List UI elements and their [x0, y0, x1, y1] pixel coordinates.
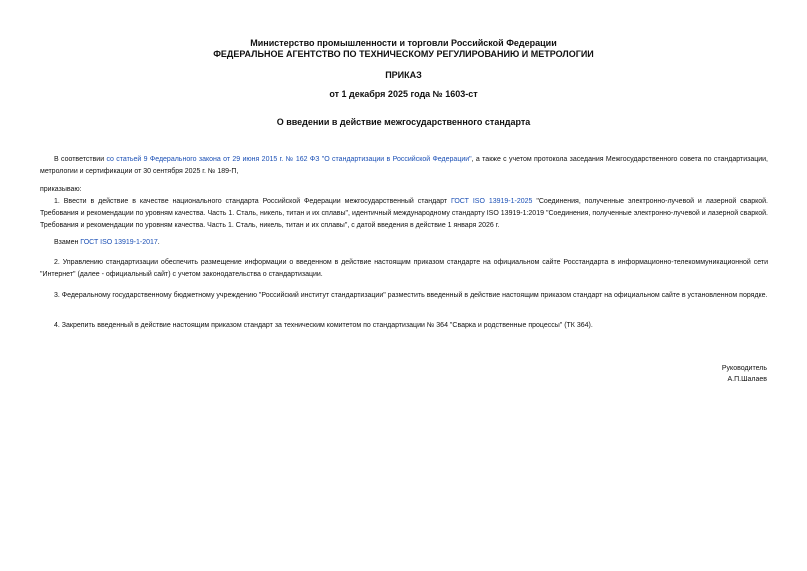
- item-1-text-before: 1. Ввести в действие в качестве национального стандарта Российской Федерации межгосударственный стандарт: [54, 198, 451, 205]
- preamble-text-after: , а также с учетом протокола заседания Межгосударственного совета по стандартизации, метрологии и сертификации от 30 сентября 2025 г. № 189-П,: [40, 156, 769, 175]
- gost-2025-link[interactable]: ГОСТ ISO 13919-1-2025: [450, 198, 533, 205]
- item-1-text-after: "Соединения, полученные электронно-лучевой и лазерной сваркой. Требования и рекомендации по уровням качества. Часть 1. Сталь, никель, титан и их сплавы", идентичный международному стандарту ISO 13919-1:2019 "Соединения, полученные электронно-лучевой и лазерной сваркой. Требования и рекомендации по уровням качества. Часть 1. Сталь, никель, титан и их сплавы", с датой введения в действие 1 января 2026 г.: [40, 198, 769, 229]
- item-4-paragraph: 4. Закрепить введенный в действие настоящим приказом стандарт за техническим комитетом по стандартизации № 364 "Сварка и родственные процессы" (ТК 364).: [54, 322, 593, 329]
- signature-name: А.П.Шалаев: [727, 376, 767, 383]
- document-date-number: от 1 декабря 2025 года № 1603-ст: [329, 89, 478, 99]
- gost-2017-link[interactable]: ГОСТ ISO 13919-1-2017: [80, 239, 158, 246]
- replace-text-before: Взамен: [54, 239, 81, 246]
- replace-paragraph: [40, 237, 768, 249]
- order-word: приказываю:: [40, 186, 82, 193]
- ministry-name: Министерство промышленности и торговли Российской Федерации: [250, 38, 557, 48]
- signature-title: Руководитель: [721, 365, 767, 372]
- preamble-paragraph: [40, 154, 768, 178]
- agency-name: ФЕДЕРАЛЬНОЕ АГЕНТСТВО ПО ТЕХНИЧЕСКОМУ РЕГУЛИРОВАНИЮ И МЕТРОЛОГИИ: [213, 49, 594, 59]
- document-subject: О введении в действие межгосударственного стандарта: [276, 117, 531, 127]
- item-2-paragraph: 2. Управлению стандартизации обеспечить размещение информации о введенном в действие настоящим приказом стандарте на официальном сайте Росстандарта в информационно-телекоммуникационной сети "Интернет" (далее - официальный сайт) с учетом законодательства о стандартизации.: [40, 259, 768, 278]
- document-type: ПРИКАЗ: [385, 70, 422, 80]
- preamble-text-before: В соответствии: [54, 156, 107, 163]
- law-link[interactable]: со статьей 9 Федерального закона от 29 июня 2015 г. № 162 ФЗ "О стандартизации в Российской Федерации": [106, 156, 472, 163]
- replace-text-after: .: [157, 239, 160, 246]
- item-1-paragraph: [40, 196, 768, 232]
- item-3-paragraph: 3. Федеральному государственному бюджетному учреждению "Российский институт стандартизации" разместить введенный в действие настоящим приказом стандарт на официальном сайте в установленном порядке.: [54, 292, 768, 299]
